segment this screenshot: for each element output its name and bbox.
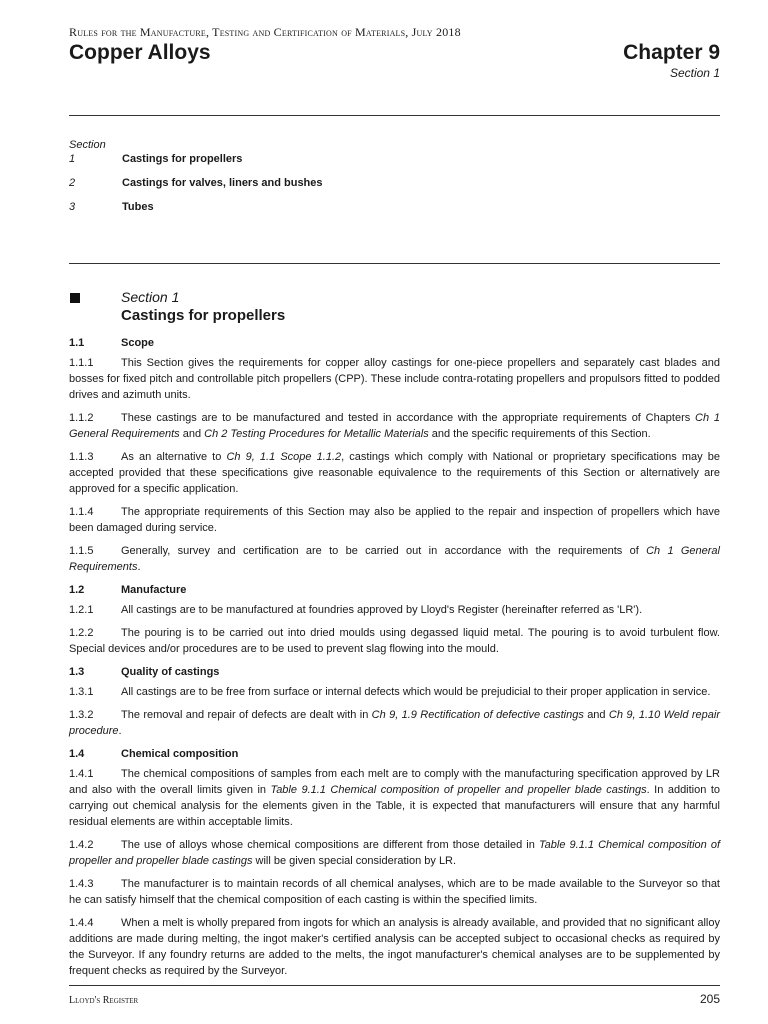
toc-heading: Section [69,139,106,151]
paragraph [69,766,720,830]
subsection-heading [69,335,720,351]
paragraph [69,625,720,657]
paragraph [69,707,720,739]
paragraph [69,410,720,442]
paragraph-text: will be given special consideration by LR. [252,855,457,867]
paragraph-text: and [179,428,205,440]
paragraph-text: The appropriate requirements of this Section may also be applied to the repair and inspection of propellers which have been damaged during service. [69,506,720,534]
cross-reference-link[interactable]: Ch 9, 1.10 Weld repair procedure [69,709,720,737]
paragraph [69,449,720,497]
subsection-heading [69,746,720,762]
paragraph [69,355,720,403]
paragraph-text: The manufacturer is to maintain records of all chemical analyses, which are to be made available to the Surveyor so that he can satisfy himself that the chemical composition of each casting is within the specified limits. [69,878,720,906]
cross-reference-link[interactable]: Ch 9, 1.9 Rectification of defective castings [371,709,584,721]
paragraph [69,543,720,575]
subsection-number: 1.2 [69,584,85,596]
paragraph-number: 1.4.2 [69,839,94,851]
document-running-title: Rules for the Manufacture, Testing and Certification of Materials, July 2018 [69,25,461,39]
paragraph-text: and the specific requirements of this Section. [428,428,651,440]
toc-item-number: 2 [69,177,76,189]
paragraph-number: 1.1.5 [69,545,94,557]
paragraph-number: 1.3.2 [69,709,94,721]
paragraph-text: , castings which comply with National or proprietary specifications may be accepted provided that these specifications give reasonable equivalence to the requirements of this Section or alternatively are approved for a specific application. [69,451,720,495]
cross-reference-link[interactable]: Ch 9, 1.1 Scope 1.1.2 [226,451,342,463]
subsection-title: Chemical composition [121,748,239,760]
paragraph-text: . [118,725,122,737]
paragraph-number: 1.1.4 [69,506,94,518]
chapter-label: Chapter 9 [623,41,720,64]
paragraph-text: The removal and repair of defects are dealt with in [121,709,372,721]
toc-item-title[interactable]: Castings for propellers [122,153,243,165]
paragraph-text: All castings are to be manufactured at foundries approved by Lloyd's Register (hereinafter referred as 'LR'). [121,604,643,616]
paragraph [69,504,720,536]
subsection-title: Scope [121,337,155,349]
cross-reference-link[interactable]: Table 9.1.1 Chemical composition of propeller and propeller blade castings [69,839,721,867]
paragraph-number: 1.4.4 [69,917,94,929]
paragraph-text: When a melt is wholly prepared from ingots for which an analysis is already available, and provided that no significant alloy additions are made during melting, the ingot maker's certified analysis can be accepted subject to occasional checks as required by the Surveyor. If any foundry returns are added to the melts, the ingot manufacturer's chemical analyses are to be supplemented by frequent checks as required by the Surveyor. [69,917,720,977]
section-title: Castings for propellers [121,307,286,324]
toc-divider [69,263,720,264]
paragraph-text: Generally, survey and certification are to be carried out in accordance with the requirements of [121,545,647,557]
cross-reference-link[interactable]: Ch 1 General Requirements [69,545,720,573]
paragraph-number: 1.4.1 [69,768,94,780]
paragraph-text: The chemical compositions of samples from each melt are to comply with the manufacturing specification approved by LR and also with the overall limits given in [69,768,720,796]
subsection-title: Quality of castings [121,666,220,678]
subsection-number: 1.3 [69,666,85,678]
section-body [69,335,720,986]
paragraph-number: 1.4.3 [69,878,94,890]
subsection-heading [69,582,720,598]
paragraph [69,602,720,618]
header-divider [69,115,720,116]
paragraph-text: These castings are to be manufactured and tested in accordance with the appropriate requirements of Chapters [121,412,696,424]
section-number: Section 1 [121,289,180,305]
cross-reference-link[interactable]: Ch 1 General Requirements [69,412,720,440]
section-label: Section 1 [669,66,720,80]
subsection-heading [69,664,720,680]
toc-item-title[interactable]: Tubes [122,201,154,213]
toc-item-title[interactable]: Castings for valves, liners and bushes [122,177,323,189]
paragraph [69,876,720,908]
paragraph [69,684,720,700]
subsection-number: 1.4 [69,748,85,760]
cross-reference-link[interactable]: Table 9.1.1 Chemical composition of propeller and propeller blade castings [270,784,647,796]
section-marker-icon [70,293,80,303]
document-title: Copper Alloys [69,41,211,64]
page-number: 205 [699,992,720,1006]
paragraph-text: The use of alloys whose chemical compositions are different from those detailed in [121,839,539,851]
paragraph-number: 1.1.1 [69,357,94,369]
paragraph-text: This Section gives the requirements for copper alloy castings for one-piece propellers and separately cast blades and bosses for fixed pitch and controllable pitch propellers (CPP). These include contra-rotating propellers and propulsors fitted to podded drives and azimuth units. [69,357,720,401]
paragraph-text: All castings are to be free from surface or internal defects which would be prejudicial to their proper application in service. [121,686,711,698]
paragraph-text: . In addition to carrying out chemical analysis for the elements given in the Table, it is expected that manufacturers will ensure that any harmful residual elements are within acceptable limits. [69,784,721,828]
paragraph [69,915,720,979]
paragraph-text: . [137,561,141,573]
paragraph-text: As an alternative to [121,451,227,463]
toc-item-number: 3 [69,201,76,213]
subsection-number: 1.1 [69,337,85,349]
footer-publisher: Lloyd's Register [69,995,139,1006]
paragraph-text: The pouring is to be carried out into dried moulds using degassed liquid metal. The pouring is to avoid turbulent flow. Special devices and/or procedures are to be used to prevent slag flowing into the mould. [69,627,720,655]
paragraph-number: 1.3.1 [69,686,94,698]
paragraph-number: 1.2.2 [69,627,94,639]
subsection-title: Manufacture [121,584,187,596]
paragraph-number: 1.1.3 [69,451,94,463]
toc-item-number: 1 [69,153,76,165]
paragraph-text: and [583,709,609,721]
paragraph-number: 1.1.2 [69,412,94,424]
paragraph-number: 1.2.1 [69,604,94,616]
paragraph [69,837,720,869]
cross-reference-link[interactable]: Ch 2 Testing Procedures for Metallic Materials [204,428,429,440]
footer-divider [69,985,720,986]
